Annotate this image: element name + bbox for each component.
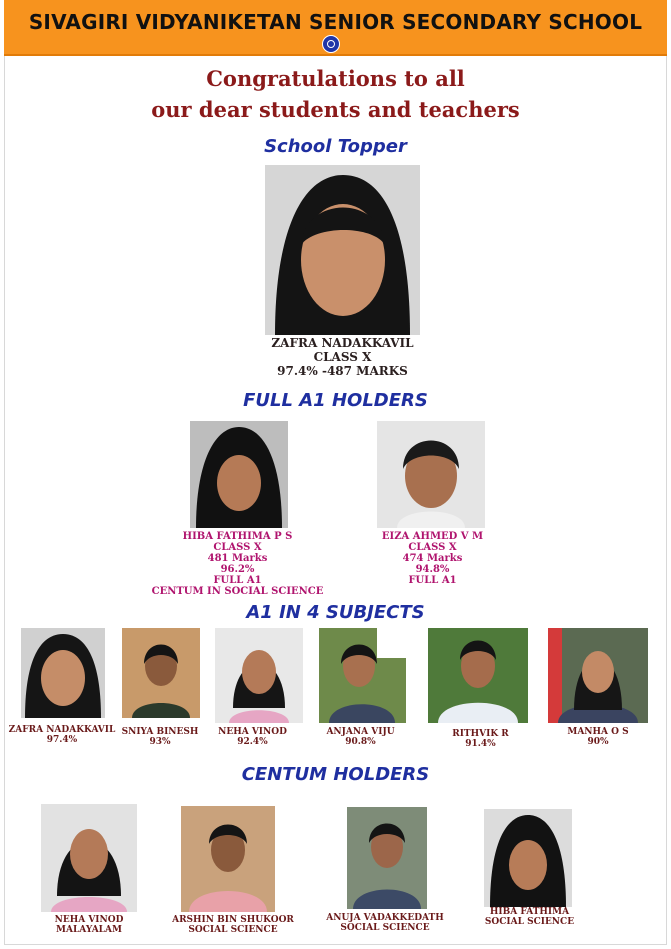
a1-4-caption-2	[105, 727, 215, 748]
centum-name: ANUJA VADAKKEDATH	[326, 913, 444, 923]
centum-subject: SOCIAL SCIENCE	[340, 923, 430, 934]
a1-4-photo-5	[428, 628, 528, 723]
a1-4-caption-1	[2, 725, 122, 746]
a1-4-name: ZAFRA NADAKKAVIL	[8, 725, 116, 735]
heading-a1-in-4-subjects: A1 IN 4 SUBJECTS	[246, 602, 425, 623]
a1-4-caption-3	[200, 727, 305, 748]
a1-4-photo-6	[548, 628, 648, 723]
centum-subject: MALAYALAM	[56, 925, 122, 936]
heading-full-a1-holders: FULL A1 HOLDERS	[243, 390, 428, 411]
full-a1-photo-1	[190, 421, 288, 528]
school-logo-icon	[322, 35, 340, 53]
a1-4-percent: 93%	[149, 737, 171, 748]
centum-name: NEHA VINOD	[54, 915, 124, 925]
centum-name: ARSHIN BIN SHUKOOR	[172, 915, 294, 925]
a1-4-name: RITHVIK R	[452, 729, 509, 739]
topper-name: ZAFRA NADAKKAVIL	[271, 336, 414, 350]
topper-photo	[265, 165, 420, 335]
full-a1-percent: 96.2%	[220, 564, 255, 575]
full-a1-name: EIZA AHMED V M	[381, 531, 484, 542]
a1-4-percent: 90.8%	[345, 737, 376, 748]
centum-name: HIBA FATHIMA	[489, 907, 570, 917]
greeting-line-1: Congratulations to all	[206, 66, 465, 91]
full-a1-extra: CENTUM IN SOCIAL SCIENCE	[151, 586, 324, 597]
full-a1-caption-2	[360, 531, 505, 586]
centum-caption-1	[34, 915, 144, 936]
a1-4-photo-2	[122, 628, 200, 718]
header-banner	[4, 0, 667, 56]
centum-subject: SOCIAL SCIENCE	[484, 917, 575, 928]
full-a1-caption-1	[140, 531, 335, 597]
topper-result: 97.4% -487 MARKS	[277, 363, 408, 378]
full-a1-photo-2	[377, 421, 485, 528]
centum-caption-4	[472, 907, 587, 928]
full-a1-class: CLASS X	[213, 542, 262, 553]
full-a1-name: HIBA FATHIMA P S	[182, 531, 293, 542]
full-a1-grade: FULL A1	[213, 575, 262, 586]
a1-4-photo-1	[21, 628, 105, 718]
a1-4-percent: 90%	[587, 737, 609, 748]
heading-school-topper: School Topper	[264, 136, 407, 157]
topper-caption	[215, 337, 470, 378]
school-name: SIVAGIRI VIDYANIKETAN SENIOR SECONDARY SCHOOL	[28, 10, 643, 34]
a1-4-percent: 97.4%	[46, 735, 78, 746]
full-a1-class: CLASS X	[408, 542, 457, 553]
a1-4-photo-3	[215, 628, 303, 723]
centum-subject: SOCIAL SCIENCE	[188, 925, 278, 936]
topper-class: CLASS X	[313, 349, 372, 364]
a1-4-caption-4	[308, 727, 413, 748]
greeting-line-2: our dear students and teachers	[151, 97, 520, 122]
a1-4-percent: 91.4%	[465, 739, 496, 750]
a1-4-name: MANHA O S	[567, 727, 629, 737]
centum-caption-2	[163, 915, 303, 936]
a1-4-name: ANJANA VIJU	[326, 727, 395, 737]
full-a1-marks: 481 Marks	[207, 553, 268, 564]
a1-4-percent: 92.4%	[237, 737, 268, 748]
full-a1-marks: 474 Marks	[402, 553, 463, 564]
a1-4-caption-6	[548, 727, 648, 748]
centum-photo-3	[347, 807, 427, 909]
centum-photo-1	[41, 804, 137, 912]
centum-caption-3	[315, 913, 455, 934]
centum-photo-4	[484, 809, 572, 907]
centum-photo-2	[181, 806, 275, 912]
a1-4-caption-5	[428, 729, 533, 750]
a1-4-photo-4	[319, 628, 406, 723]
a1-4-name: SNIYA BINESH	[121, 727, 199, 737]
a1-4-name: NEHA VINOD	[218, 727, 287, 737]
full-a1-percent: 94.8%	[415, 564, 450, 575]
heading-centum-holders: CENTUM HOLDERS	[241, 764, 430, 785]
full-a1-grade: FULL A1	[408, 575, 457, 586]
